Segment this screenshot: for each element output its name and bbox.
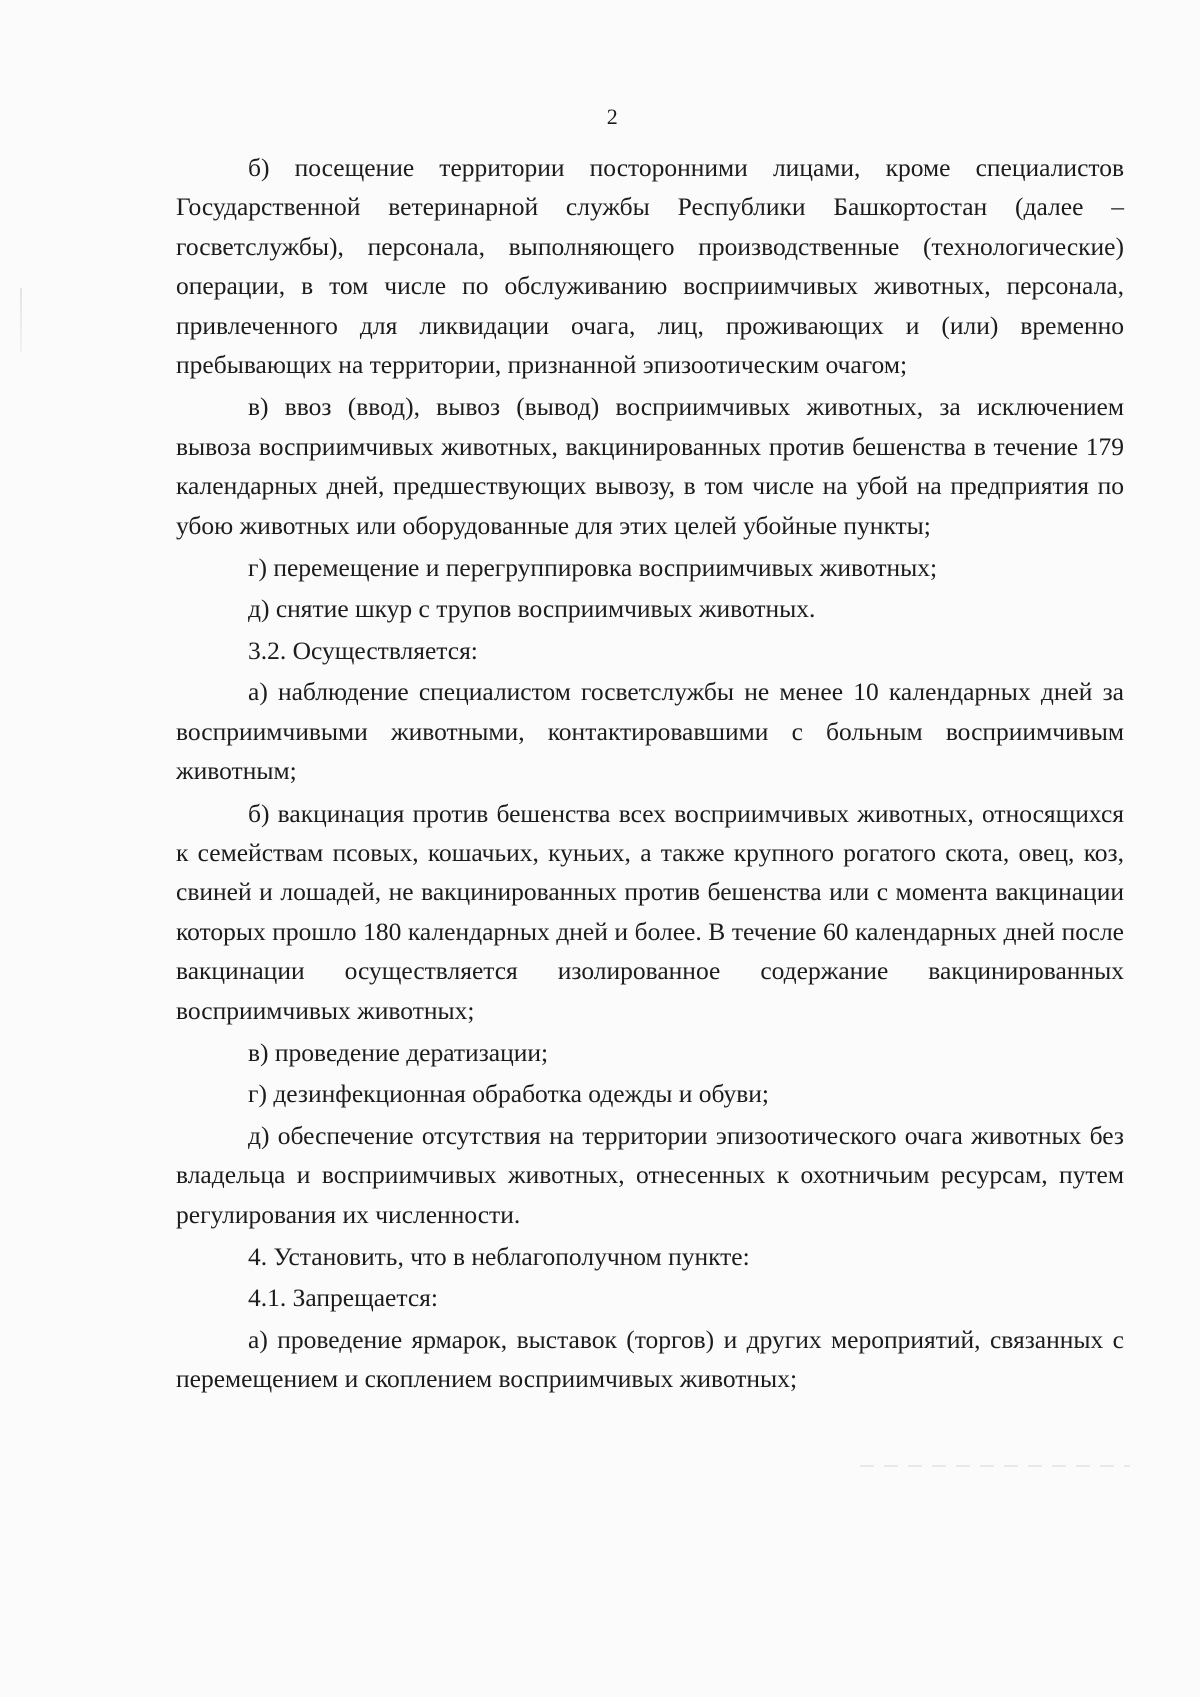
paragraph-a-fairs: а) проведение ярмарок, выставок (торгов) и других мероприятий, связанных с перемещением и скоплением восприимчивых животных; [176,1324,1124,1394]
page-number: 2 [606,104,619,129]
paragraph-b-visit-restriction: б) посещение территории посторонними лицами, кроме специалистов Государственной ветеринарной службы Республики Башкортостан (далее – госветслужбы), персонала, выполняющего производственные (технологические) операции, в том числе по обслуживанию восприимчивых животных, персонала, привлеченного для ликвидации очага, лиц, проживающих и (или) временно пребывающих на территории, признанной эпизоотическим очагом; [176,153,1124,380]
section-4-1-heading: 4.1. Запрещается: [248,1283,438,1313]
scan-margin-mark [20,288,22,352]
section-4-heading: 4. Установить, что в неблагополучном пункте: [248,1241,750,1271]
paragraph-d-skinning: д) снятие шкур с трупов восприимчивых животных. [248,594,816,624]
paragraph-d-stray-animals: д) обеспечение отсутствия на территории эпизоотического очага животных без владельца и восприимчивых животных, отнесенных к охотничьим ресурсам, путем регулирования их численности. [176,1120,1124,1229]
paragraph-v-deratization: в) проведение дератизации; [248,1037,549,1067]
paragraph-v-import-export: в) ввоз (ввод), вывоз (вывод) восприимчивых животных, за исключением вывоза восприимчивых животных, вакцинированных против бешенства в течение 179 календарных дней, предшествующих вывозу, в том числе на убой на предприятия по убою животных или оборудованные для этих целей убойные пункты; [176,392,1124,540]
document-body [176,148,1124,1402]
paragraph-g-disinfection: г) дезинфекционная обработка одежды и обуви; [248,1079,770,1109]
paragraph-a-observation: а) наблюдение специалистом госветслужбы не менее 10 календарных дней за восприимчивыми животными, контактировавшими с больным восприимчивым животным; [176,677,1124,786]
paragraph-g-regrouping: г) перемещение и перегруппировка восприимчивых животных; [248,553,938,583]
scan-artifact [860,1465,1130,1467]
paragraph-b-vaccination: б) вакцинация против бешенства всех восприимчивых животных, относящихся к семействам псовых, кошачьих, куньих, а также крупного рогатого скота, овец, коз, свиней и лошадей, не вакцинированных против бешенства или с момента вакцинации которых прошло 180 календарных дней и более. В течение 60 календарных дней после вакцинации осуществляется изолированное содержание вакцинированных восприимчивых животных; [176,798,1124,1025]
section-3-2-heading: 3.2. Осуществляется: [248,635,478,665]
